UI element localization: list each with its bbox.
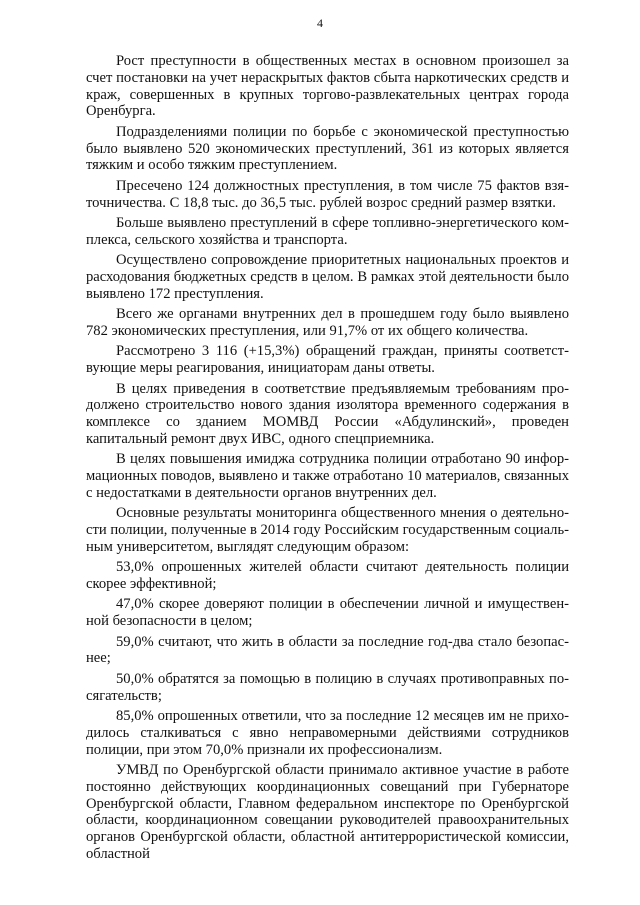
document-body xyxy=(86,53,569,866)
paragraph: Рассмотрено 3 116 (+15,3%) обращений граждан, приняты соответствующие меры реагирования, инициаторам даны ответы. xyxy=(86,343,569,377)
paragraph: 53,0% опрошенных жителей области считают деятельность полиции скорее эффективной; xyxy=(86,559,569,593)
paragraph: УМВД по Оренбургской области принимало активное участие в работе постоянно действующих координационных совещаний при Губернаторе Оренбургской области, Главном федеральном инспекторе по Оренбургской области, координационном совещании руководителей правоохранительных органов Оренбургской области, областной антитеррористической комиссии, областной xyxy=(86,761,569,862)
paragraph: 47,0% скорее доверяют полиции в обеспечении личной и имущественной безопасности в целом; xyxy=(86,596,569,630)
paragraph: 50,0% обратятся за помощью в полицию в случаях противоправных посягательств; xyxy=(86,670,569,704)
paragraph: Основные результаты мониторинга общественного мнения о деятельности полиции, полученные в 2014 году Российским государственным социальным университетом, выглядят следующим образом: xyxy=(86,505,569,555)
paragraph: В целях повышения имиджа сотрудника полиции отработано 90 информационных поводов, выявлено и также отработано 10 материалов, связанных с недостатками в деятельности органов внутренних дел. xyxy=(86,451,569,501)
paragraph: Больше выявлено преступлений в сфере топливно-энергетического комплекса, сельского хозяйства и транспорта. xyxy=(86,214,569,248)
page-number: 4 xyxy=(317,16,323,30)
paragraph: В целях приведения в соответствие предъявляемым требованиям продолжено строительство нового здания изолятора временного содержания в комплексе со зданием МОМВД России «Абдулинский», проведен капитальный ремонт двух ИВС, одного спецприемника. xyxy=(86,380,569,447)
paragraph: Осуществлено сопровождение приоритетных национальных проектов и расходования бюджетных средств в целом. В рамках этой деятельности было выявлено 172 преступления. xyxy=(86,252,569,302)
paragraph: Пресечено 124 должностных преступления, в том числе 75 фактов взяточничества. С 18,8 тыс. до 36,5 тыс. рублей возрос средний размер взятки. xyxy=(86,177,569,211)
paragraph: 59,0% считают, что жить в области за последние год-два стало безопаснее; xyxy=(86,633,569,667)
paragraph: Рост преступности в общественных местах в основном произошел за счет постановки на учет нераскрытых фактов сбыта наркотических средств и краж, совершенных в крупных торгово-развлекательных центрах города Оренбурга. xyxy=(86,53,569,120)
paragraph: Всего же органами внутренних дел в прошедшем году было выявлено 782 экономических преступления, или 91,7% от их общего количества. xyxy=(86,306,569,339)
paragraph: 85,0% опрошенных ответили, что за последние 12 месяцев им не приходилось сталкиваться с явно неправомерными действиями сотрудников полиции, при этом 70,0% признали их профессионализм. xyxy=(86,708,569,758)
paragraph: Подразделениями полиции по борьбе с экономической преступностью было выявлено 520 экономических преступлений, 361 из которых является тяжким и особо тяжким преступлением. xyxy=(86,123,569,174)
